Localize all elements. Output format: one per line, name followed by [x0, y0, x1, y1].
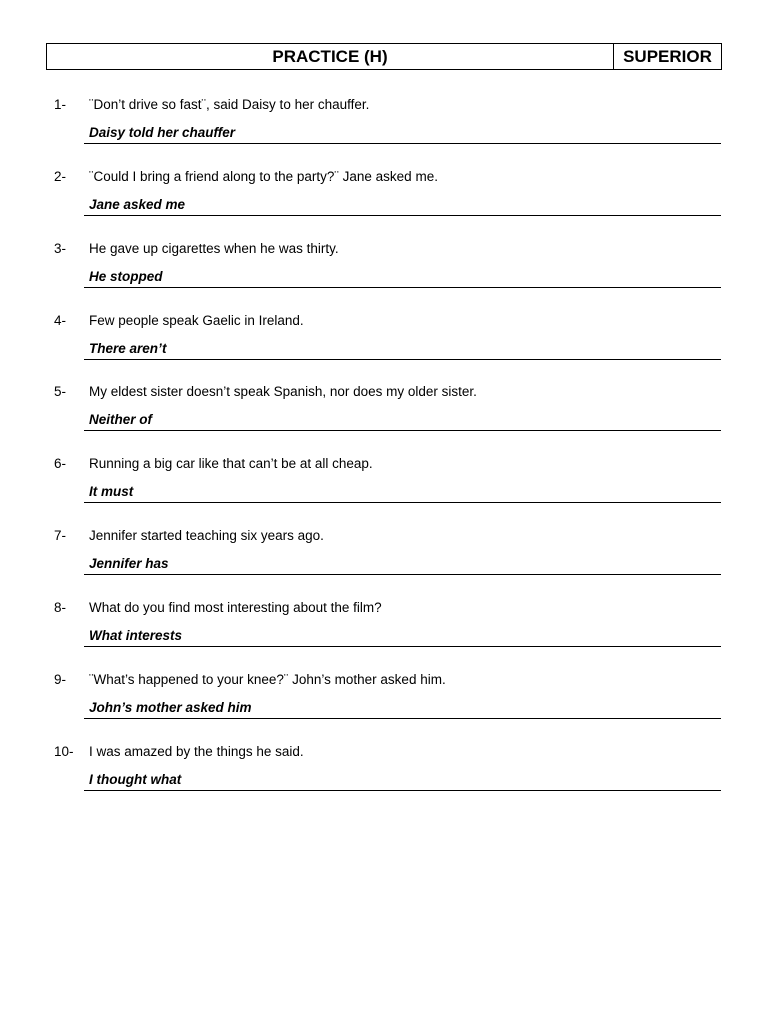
item-sentence: Jennifer started teaching six years ago.: [89, 528, 324, 543]
exercise-item: [0, 743, 768, 815]
answer-prompt: Jane asked me: [89, 197, 186, 212]
item-sentence: Few people speak Gaelic in Ireland.: [89, 313, 304, 328]
item-sentence: My eldest sister doesn’t speak Spanish, nor does my older sister.: [89, 384, 477, 399]
item-number: 2-: [54, 169, 67, 184]
answer-prompt: John’s mother asked him: [89, 700, 252, 715]
item-number: 7-: [54, 528, 67, 543]
answer-prompt: What interests: [89, 628, 183, 643]
exercise-item: [0, 240, 768, 312]
exercise-item: [0, 96, 768, 168]
item-sentence: ¨Don’t drive so fast¨, said Daisy to her chauffer.: [89, 97, 370, 112]
item-sentence: Running a big car like that can’t be at all cheap.: [89, 456, 373, 471]
answer-line[interactable]: [84, 267, 721, 288]
exercise-item: [0, 383, 768, 455]
answer-line[interactable]: [84, 339, 721, 360]
exercise-item: [0, 599, 768, 671]
answer-prompt: Daisy told her chauffer: [89, 125, 236, 140]
worksheet-title: PRACTICE (H): [47, 44, 614, 69]
item-number: 8-: [54, 600, 67, 615]
answer-line[interactable]: [84, 770, 721, 791]
answer-prompt: There aren’t: [89, 341, 167, 356]
answer-line[interactable]: [84, 626, 721, 647]
level-label: SUPERIOR: [623, 46, 712, 66]
answer-line[interactable]: [84, 554, 721, 575]
exercise-item: [0, 671, 768, 743]
item-number: 5-: [54, 384, 67, 399]
exercise-item: [0, 168, 768, 240]
answer-prompt: He stopped: [89, 269, 163, 284]
answer-line[interactable]: [84, 195, 721, 216]
answer-line[interactable]: [84, 410, 721, 431]
worksheet-header: [46, 43, 722, 70]
item-sentence: ¨Could I bring a friend along to the party?¨ Jane asked me.: [89, 169, 438, 184]
answer-line[interactable]: [84, 698, 721, 719]
item-number: 10-: [54, 744, 74, 759]
exercise-item: [0, 312, 768, 384]
answer-prompt: I thought what: [89, 772, 182, 787]
item-number: 3-: [54, 241, 67, 256]
item-number: 1-: [54, 97, 67, 112]
answer-prompt: Neither of: [89, 412, 153, 427]
answer-prompt: It must: [89, 484, 134, 499]
item-number: 9-: [54, 672, 67, 687]
exercise-item: [0, 527, 768, 599]
item-sentence: I was amazed by the things he said.: [89, 744, 304, 759]
exercise-item: [0, 455, 768, 527]
answer-prompt: Jennifer has: [89, 556, 169, 571]
answer-line[interactable]: [84, 123, 721, 144]
answer-line[interactable]: [84, 482, 721, 503]
item-sentence: What do you find most interesting about the film?: [89, 600, 382, 615]
item-sentence: ¨What’s happened to your knee?¨ John’s mother asked him.: [89, 672, 446, 687]
item-number: 6-: [54, 456, 67, 471]
item-number: 4-: [54, 313, 67, 328]
item-sentence: He gave up cigarettes when he was thirty.: [89, 241, 339, 256]
